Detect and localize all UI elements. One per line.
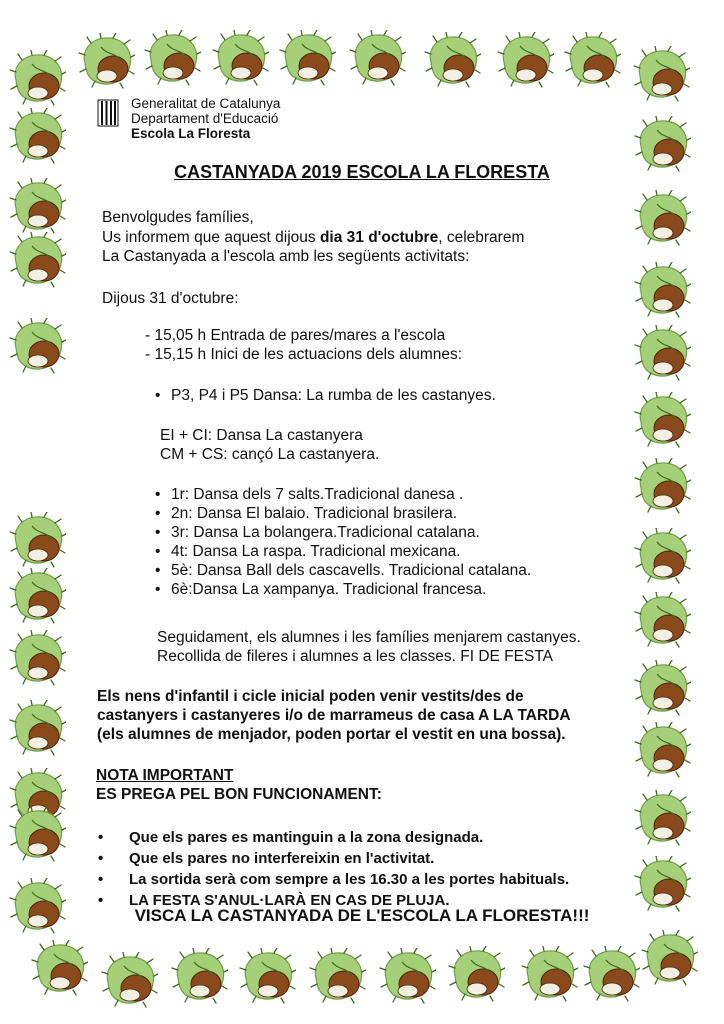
schedule-item: - 15,05 h Entrada de pares/mares a l'escola: [145, 327, 446, 344]
list-item: • 3r: Dansa La bolangera.Tradicional catalana.: [155, 523, 531, 542]
schedule-item: - 15,15 h Inici de les actuacions dels alumnes:: [145, 346, 463, 363]
list-item: • 1r: Dansa dels 7 salts.Tradicional danesa .: [155, 485, 531, 504]
department-name: Departament d'Educació: [131, 111, 279, 126]
closing-line: Seguidament, els alumnes i les famílies menjarem castanyes.: [157, 629, 581, 646]
page-title: CASTANYADA 2019 ESCOLA LA FLORESTA: [174, 162, 550, 182]
closing-slogan: VISCA LA CASTANYADA DE L'ESCOLA LA FLORESTA!!!: [134, 906, 590, 925]
list-item: • 2n: Dansa El balaio. Tradicional brasilera.: [155, 504, 531, 523]
list-item: • Que els pares es mantinguin a la zona designada.: [96, 827, 569, 848]
greeting: Benvolgudes famílies,: [102, 209, 254, 226]
list-item: • 4t: Dansa La raspa. Tradicional mexicana.: [155, 542, 531, 561]
school-name: Escola La Floresta: [131, 126, 251, 141]
closing-line: Recollida de fileres i alumnes a les classes. FI DE FESTA: [157, 648, 553, 665]
list-item: • P3, P4 i P5 Dansa: La rumba de les castanyes.: [155, 386, 496, 405]
government-name: Generalitat de Catalunya: [131, 96, 281, 111]
intro-line: Us informem que aquest dijous dia 31 d'octubre, celebrarem: [102, 229, 525, 246]
notes-list: [96, 827, 569, 911]
intro-line: La Castanyada a l'escola amb les següents activitats:: [102, 248, 470, 265]
note-subtitle: ES PREGA PEL BON FUNCIONAMENT:: [96, 786, 382, 803]
list-item: • 5è: Dansa Ball dels cascavells. Tradicional catalana.: [155, 561, 531, 580]
grades-list: [155, 485, 531, 599]
cycle-item: CM + CS: cançó La castanyera.: [160, 446, 380, 463]
list-item: • 6è:Dansa La xampanya. Tradicional francesa.: [155, 580, 531, 599]
costume-line: Els nens d'infantil i cicle inicial poden venir vestits/des de: [97, 688, 524, 705]
costume-line: (els alumnes de menjador, poden portar el vestit en una bossa).: [97, 726, 566, 743]
list-item: • LA FESTA S'ANUL·LARÀ EN CAS DE PLUJA.: [96, 890, 569, 911]
event-day: Dijous 31 d'octubre:: [102, 290, 239, 307]
list-item: • La sortida serà com sempre a les 16.30 a les portes habituals.: [96, 869, 569, 890]
performance-list: [155, 386, 496, 405]
generalitat-logo-icon: [97, 99, 119, 127]
costume-line: castanyers i castanyeres i/o de marrameus de casa A LA TARDA: [97, 707, 571, 724]
note-title: NOTA IMPORTANT: [96, 767, 234, 784]
cycle-item: EI + CI: Dansa La castanyera: [160, 427, 363, 444]
institution-header: [131, 96, 280, 141]
list-item: • Que els pares no interfereixin en l'activitat.: [96, 848, 569, 869]
